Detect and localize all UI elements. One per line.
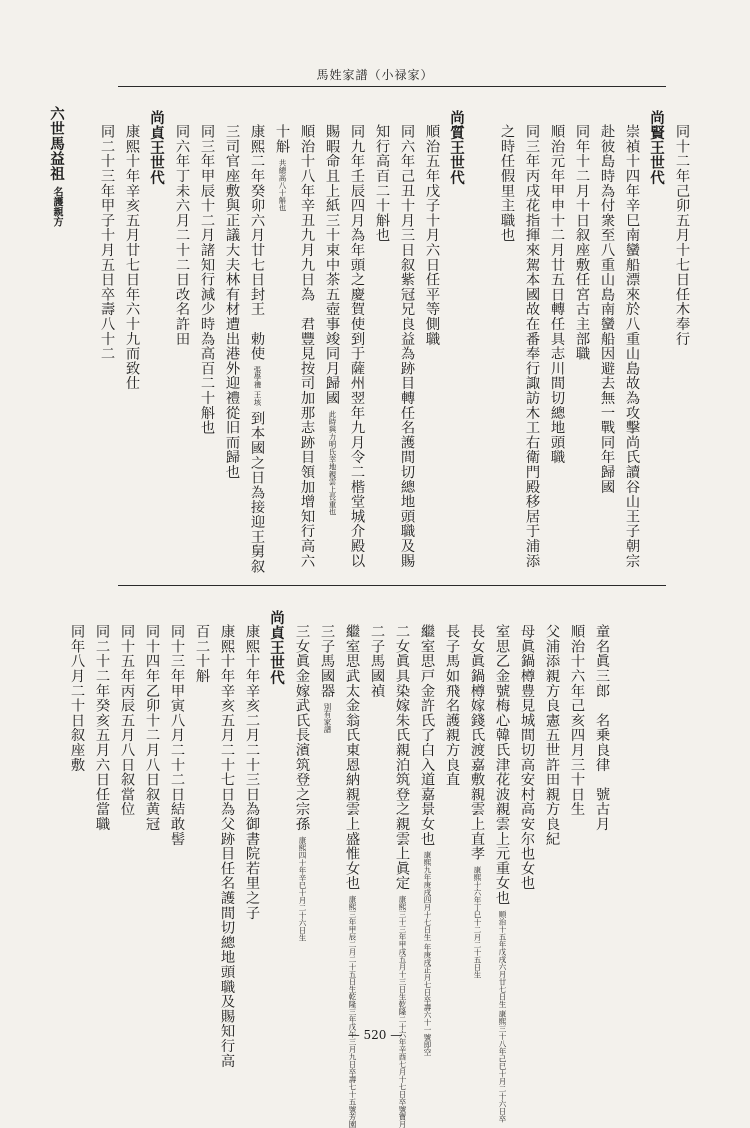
text-column bbox=[439, 596, 464, 787]
lower-text-block bbox=[64, 596, 614, 1128]
text-column bbox=[344, 96, 369, 568]
text-column bbox=[539, 596, 564, 846]
column-text: 繼室思武太金翁氏東恩納親雲上盛惟女也 bbox=[344, 624, 360, 891]
text-column bbox=[569, 96, 594, 361]
annotation-note: 共總高八十斛也 bbox=[278, 158, 287, 212]
column-text: 六世馬益祖 bbox=[48, 106, 65, 181]
text-column bbox=[269, 96, 294, 211]
column-text: 尚質王世代 bbox=[448, 110, 465, 185]
annotation-note: 此時與力明氏幸地親雲上長重也 bbox=[328, 410, 337, 516]
text-column bbox=[364, 596, 389, 698]
text-column bbox=[339, 596, 364, 1128]
section-heading bbox=[144, 96, 169, 185]
text-column bbox=[214, 596, 239, 1068]
text-column bbox=[119, 96, 144, 390]
text-column bbox=[494, 96, 519, 242]
column-text: 之時任假里主職也 bbox=[499, 124, 515, 243]
page-header: 馬姓家譜（小禄家） bbox=[316, 68, 434, 82]
column-text: 同九年壬辰四月為年頭之慶賀使到于薩州翌年九月令二楷堂城介殿以 bbox=[349, 124, 365, 568]
column-text: 同年十二月十日叙座敷任宮古主部職 bbox=[574, 124, 590, 361]
text-column bbox=[64, 596, 89, 772]
column-text: 同二十三年甲子十月五日卒壽八十二 bbox=[99, 124, 115, 361]
column-text: 順治十六年己亥四月三十日生 bbox=[569, 624, 585, 817]
annotation-note: 名護親方 bbox=[51, 186, 62, 227]
text-column bbox=[169, 96, 194, 346]
annotation-note: 順治十五年戊戌六月廿七日生 康熙三十八年己巳十月二十六日卒 bbox=[498, 910, 507, 1123]
annotation-note: 康熙三十三年甲戌五月十三日生乾隆二十六年辛酉七月十七日卒號寶月 bbox=[398, 895, 407, 1128]
column-text: 母眞鍋樽豊見城間切高安村高安尔也女也 bbox=[519, 624, 535, 891]
column-text: 順治十八年辛丑九月九日為 君豐見按司加那志跡目領加增知行高六 bbox=[299, 124, 315, 568]
column-text-tail: 到本國之日為接迎王舅叙 bbox=[249, 410, 265, 574]
annotation-note: 康熙三年甲辰二月二十五日生乾隆三年戊午三月九日卒壽七十五號芳園 bbox=[348, 895, 357, 1128]
upper-text-block bbox=[44, 96, 694, 574]
middle-rule bbox=[118, 585, 666, 586]
column-text: 同三年甲辰十二月諸知行減少時為高百二十斛也 bbox=[199, 124, 215, 435]
column-text: 三子馬國器 bbox=[319, 624, 335, 698]
text-column bbox=[164, 596, 189, 846]
column-text: 崇禎十四年辛巳南蠻船漂來於八重山島故為攻擊尚氏讀谷山王子朝宗 bbox=[624, 124, 640, 568]
column-text: 尚貞王世代 bbox=[148, 110, 165, 185]
column-text: 二子馬國禎 bbox=[369, 624, 385, 698]
section-heading bbox=[444, 96, 469, 185]
text-column bbox=[464, 596, 489, 978]
section-heading bbox=[644, 96, 669, 185]
text-column bbox=[239, 596, 264, 920]
annotation-note: 康熙四十年辛巳十月二十六日生 bbox=[298, 836, 307, 942]
text-column bbox=[294, 96, 319, 568]
text-column bbox=[289, 596, 314, 941]
text-column bbox=[389, 596, 414, 1128]
text-column bbox=[589, 596, 614, 831]
text-column bbox=[94, 96, 119, 361]
column-text: 長子馬如飛名護親方良直 bbox=[444, 624, 460, 787]
column-text: 賜暇命且上紙三十束中茶五壺事竣同月歸國 bbox=[324, 124, 340, 406]
text-column bbox=[519, 96, 544, 568]
column-text: 同三年丙戌花指揮來駕本國故在番奉行諏訪木工右衛門殿移居于浦添 bbox=[524, 124, 540, 568]
column-text: 繼室思戸金許氏了白入道嘉景女也 bbox=[419, 624, 435, 846]
annotation-note: 康熙九年庚戌四月十七日生 年庚戌正月七日卒壽六十一號即空 bbox=[423, 851, 432, 1056]
annotation-note: 康熙十六年丁巳十二月二十五日生 bbox=[473, 865, 482, 979]
column-text: 同六年己丑十月三日叙紫冠兄良益為跡目轉任名護間切總地頭職及賜 bbox=[399, 124, 415, 568]
text-column bbox=[314, 596, 339, 733]
top-rule bbox=[118, 86, 666, 87]
text-column bbox=[189, 596, 214, 683]
column-text: 三女眞金嫁武氏長濱筑登之宗孫 bbox=[294, 624, 310, 832]
annotation-note: 別有家譜 bbox=[323, 703, 332, 734]
text-column bbox=[619, 96, 644, 568]
column-text: 室思乙金號梅心韓氏津花波親雲上元重女也 bbox=[494, 624, 510, 906]
text-column bbox=[564, 596, 589, 816]
column-text: 長女眞鍋樽嫁錢氏渡嘉敷親雲上直孝 bbox=[469, 624, 485, 861]
text-column bbox=[319, 96, 344, 515]
text-column bbox=[544, 96, 569, 464]
column-text: 同十三年甲寅八月二十二日結敢髻 bbox=[169, 624, 185, 846]
text-column bbox=[139, 596, 164, 831]
column-text: 康熙十年辛亥五月廿七日年六十九而致仕 bbox=[124, 124, 140, 391]
text-column bbox=[514, 596, 539, 890]
column-text: 十斛 bbox=[274, 124, 290, 154]
column-text: 三司官座敷與正議大夫林有材遭出港外迎禮從旧而歸也 bbox=[224, 124, 240, 480]
column-text: 同年八月二十日叙座敷 bbox=[69, 624, 85, 772]
text-column bbox=[394, 96, 419, 568]
column-text: 康熙二年癸卯六月廿七日封王 勅使 bbox=[249, 124, 265, 361]
text-column bbox=[244, 96, 269, 574]
column-text: 赴彼島時為付衆至八重山島南蠻船因避去無一戰同年歸國 bbox=[599, 124, 615, 494]
text-column bbox=[194, 96, 219, 435]
text-column bbox=[669, 96, 694, 346]
page-number: — 520 — bbox=[347, 1028, 403, 1042]
column-text: 同二十二年癸亥五月六日任當職 bbox=[94, 624, 110, 832]
column-text: 同十二年己卯五月十七日任木奉行 bbox=[674, 124, 690, 346]
column-text: 康熙十年辛亥二月二十三日為御書院若里之子 bbox=[244, 624, 260, 920]
text-column bbox=[489, 596, 514, 1123]
text-column bbox=[369, 96, 394, 242]
section-heading bbox=[44, 96, 69, 227]
column-text: 順治五年戊子十月六日任平等側職 bbox=[424, 124, 440, 346]
text-column bbox=[114, 596, 139, 816]
column-text: 二女眞具染嫁朱氏親泊筑登之親雲上眞定 bbox=[394, 624, 410, 891]
text-column bbox=[219, 96, 244, 479]
column-text: 尚貞王世代 bbox=[268, 610, 285, 685]
column-text: 尚賢王世代 bbox=[648, 110, 665, 185]
section-heading bbox=[264, 596, 289, 685]
text-column bbox=[414, 596, 439, 1056]
column-text: 康熙十年辛亥五月二十七日為父跡目任名護間切總地頭職及賜知行高 bbox=[219, 624, 235, 1068]
annotation-note: 張學禮 王垓 bbox=[253, 365, 262, 406]
column-text: 童名眞三郎 名乗良律 號古月 bbox=[594, 624, 610, 832]
column-text: 同十五年丙辰五月八日叙當位 bbox=[119, 624, 135, 817]
text-column bbox=[419, 96, 444, 346]
column-text: 同十四年乙卯十二月八日叙黄冠 bbox=[144, 624, 160, 832]
column-text: 順治元年甲申十二月廿五日轉任具志川間切總地頭職 bbox=[549, 124, 565, 465]
column-text: 同六年丁未六月二十二日改名許田 bbox=[174, 124, 190, 346]
text-column bbox=[594, 96, 619, 494]
column-text: 知行高百二十斛也 bbox=[374, 124, 390, 243]
text-column bbox=[89, 596, 114, 831]
column-text: 百二十斛 bbox=[194, 624, 210, 684]
column-text: 父浦添親方良憲五世許田親方良紀 bbox=[544, 624, 560, 846]
